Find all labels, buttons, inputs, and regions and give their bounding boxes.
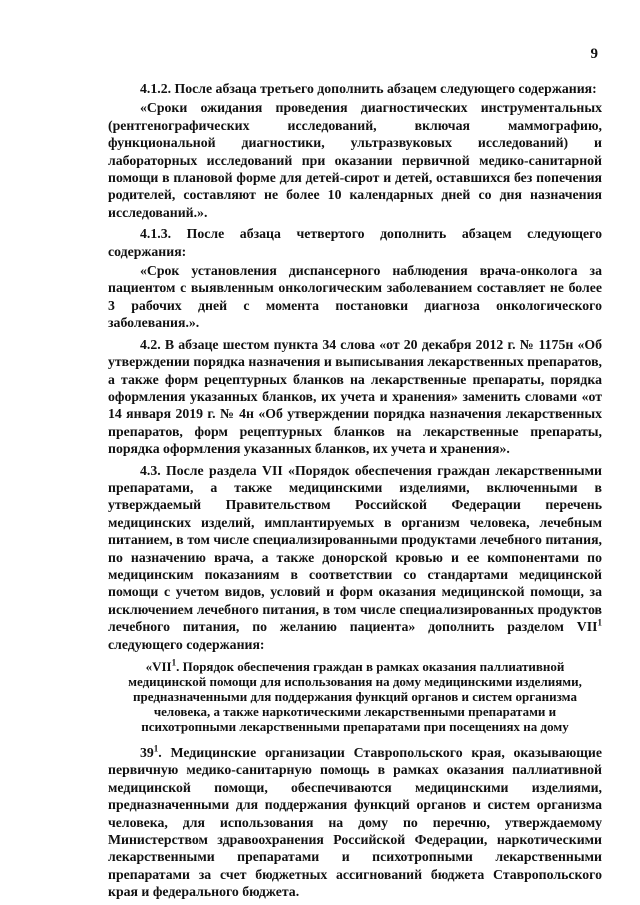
paragraph-4-3-text: 4.3. После раздела VII «Порядок обеспечения граждан лекарственными препаратами, а также медицинскими изделиями, включенными в утверждаемый Правительством Российской Федерации перечень медицинских изделий, имплантируемых в организм человека, лечебным питанием, в том числе специализированными продуктами лечебного питания, по назначению врача, а также донорской кровью и ее компонентами по медицинским показаниям в соответствии со стандартами медицинской помощи с учетом видов, условий и форм оказания медицинской помощи, за исключением лечебного питания, в том числе специализированных продуктов лечебного питания, по желанию пациента» дополнить разделом VII	[108, 462, 602, 635]
paragraph-39-1-superscript: 1	[153, 743, 159, 754]
paragraph-4-1-3-quote: «Срок установления диспансерного наблюдения врача-онколога за пациентом с выявленным онкологическим заболеванием составляет не более 3 рабочих дней с момента постановки диагноза онкологического заболевания.».	[108, 263, 602, 331]
paragraph-39-1-number: 39	[140, 745, 154, 760]
paragraph-39-1-text: . Медицинские организации Ставропольского края, оказывающие первичную медико-санитарную помощь в рамках оказания паллиативной медицинской помощи, обеспечиваются медицинскими изделиями, предназначенными для поддержания функций органов и систем организма человека, для использования на дому по перечню, утверждаемому Министерством здравоохранения Российской Федерации, наркотическими лекарственными препаратами и психотропными лекарственными препаратами за счет бюджетных ассигнований бюджета Ставропольского края и федерального бюджета.	[108, 745, 602, 900]
paragraph-39-1	[108, 744, 602, 901]
paragraph-4-1-2-quote: «Сроки ожидания проведения диагностических инструментальных (рентгенографических исследований, включая маммографию, функциональной диагностики, ультразвуковых исследований) и лабораторных исследований при оказании первичной медико-санитарной помощи в плановой форме для детей-сирот и детей, оставшихся без попечения родителей, составляют не более 10 календарных дней со дня назначения исследований.».	[108, 100, 602, 220]
paragraph-4-1-2: 4.1.2. После абзаца третьего дополнить абзацем следующего содержания:	[140, 81, 597, 96]
document-body	[108, 80, 602, 905]
section-heading-title: . Порядок обеспечения граждан в рамках оказания паллиативной медицинской помощи для использования на дому медицинскими изделиями, предназначенными для поддержания функций органов и систем организма человека, а также наркотическими лекарственными препаратами и психотропными лекарственными препаратами при посещениях на дому	[128, 659, 582, 734]
section-heading-superscript: 1	[171, 657, 177, 668]
paragraph-4-3-superscript: 1	[597, 617, 602, 628]
paragraph-4-3	[108, 462, 602, 653]
paragraph-4-3-tail: следующего содержания:	[108, 636, 265, 652]
paragraph-4-1-3: 4.1.3. После абзаца четвертого дополнить абзацем следующего содержания:	[108, 226, 602, 259]
section-heading-vii1	[108, 659, 602, 734]
page-number: 9	[590, 46, 598, 62]
section-heading-numeral: «VII	[145, 659, 172, 674]
paragraph-4-2: 4.2. В абзаце шестом пункта 34 слова «от 20 декабря 2012 г. № 1175н «Об утверждении порядка назначения и выписывания лекарственных препаратов, а также форм рецептурных бланков на лекарственные препараты, порядка оформления указанных бланков, их учета и хранения» заменить словами «от 14 января 2019 г. № 4н «Об утверждении порядка назначения лекарственных препаратов, форм рецептурных бланков на лекарственные препараты, порядка оформления указанных бланков, их учета и хранения».	[108, 336, 602, 457]
